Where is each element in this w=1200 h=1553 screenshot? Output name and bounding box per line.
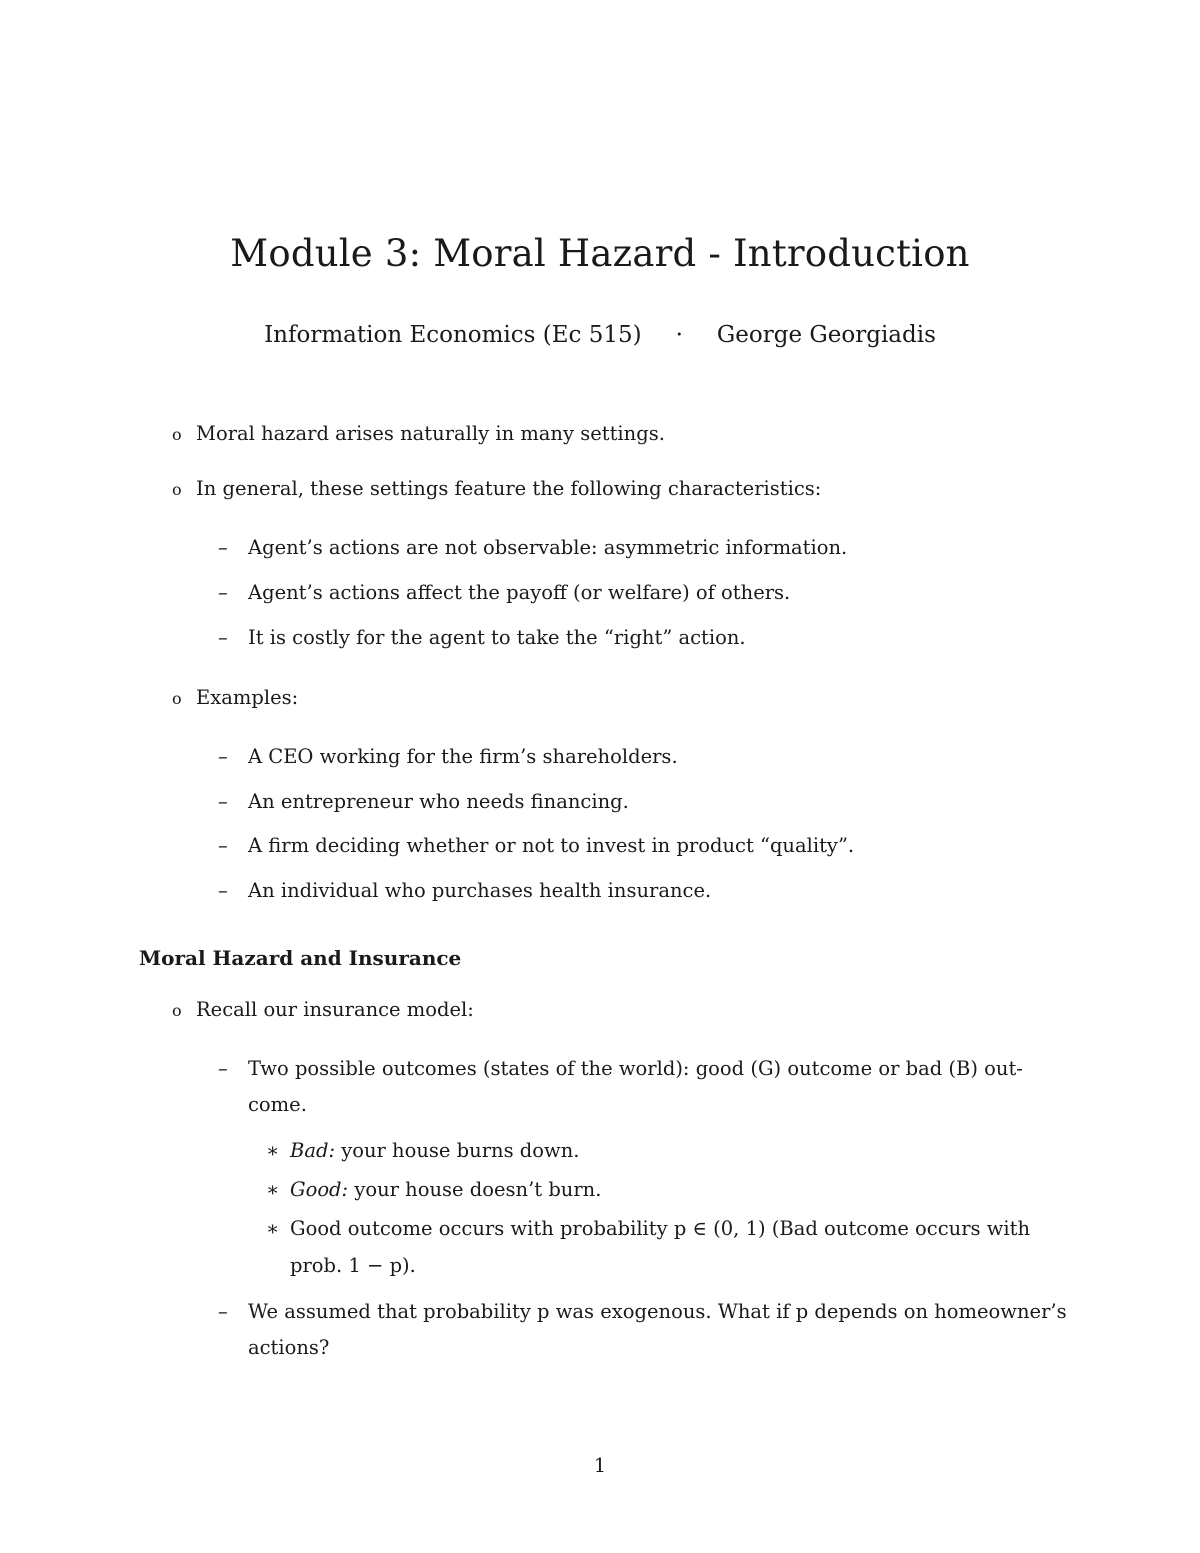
list-item <box>218 1300 1067 1323</box>
dash-marker: – <box>218 1057 228 1080</box>
list-item-continuation: prob. 1 − p). <box>290 1254 416 1277</box>
list-item-text: A CEO working for the firm’s shareholders. <box>248 745 678 768</box>
list-item <box>218 626 746 649</box>
list-item <box>266 1178 601 1201</box>
list-item-text: Examples: <box>196 686 299 709</box>
list-item-text: Agent’s actions affect the payoff (or welfare) of others. <box>248 581 791 604</box>
dash-marker: – <box>218 879 228 902</box>
dash-marker: – <box>218 536 228 559</box>
page-number: 1 <box>593 1454 607 1477</box>
list-item-text: It is costly for the agent to take the “right” action. <box>248 626 746 649</box>
list-item-text: Good outcome occurs with probability p ∈ (0, 1) (Bad outcome occurs with <box>290 1217 1031 1240</box>
dash-marker: – <box>218 834 228 857</box>
list-item <box>218 581 790 604</box>
list-item-text: An individual who purchases health insurance. <box>248 879 712 902</box>
list-item-text: Two possible outcomes (states of the world): good (G) outcome or bad (B) out- <box>248 1057 1023 1080</box>
list-item-continuation: actions? <box>248 1336 330 1359</box>
list-item <box>266 1139 579 1162</box>
bullet-marker: o <box>172 1001 182 1020</box>
list-item-text: An entrepreneur who needs financing. <box>248 790 629 813</box>
list-item <box>218 834 854 857</box>
list-item <box>172 477 821 500</box>
list-item-text: Agent’s actions are not observable: asymmetric information. <box>248 536 848 559</box>
list-item-text: A firm deciding whether or not to invest in product “quality”. <box>248 834 855 857</box>
list-item-text: Recall our insurance model: <box>196 998 474 1021</box>
list-item <box>218 1057 1023 1080</box>
list-item <box>218 745 678 768</box>
list-item-text: your house doesn’t burn. <box>348 1178 602 1201</box>
star-marker: ∗ <box>266 1139 280 1162</box>
list-item-continuation: come. <box>248 1093 307 1116</box>
star-marker: ∗ <box>266 1217 280 1240</box>
dash-marker: – <box>218 626 228 649</box>
course-name: Information Economics (Ec 515) <box>264 322 642 348</box>
list-item-text: In general, these settings feature the following characteristics: <box>196 477 822 500</box>
bullet-marker: o <box>172 689 182 708</box>
list-item <box>172 686 298 709</box>
author-name: George Georgiadis <box>716 322 936 348</box>
list-item <box>172 422 665 445</box>
dash-marker: – <box>218 1300 228 1323</box>
list-item-text: Moral hazard arises naturally in many settings. <box>196 422 665 445</box>
list-item <box>218 790 629 813</box>
list-item <box>172 998 474 1021</box>
good-label: Good: <box>290 1178 349 1201</box>
list-item <box>218 536 847 559</box>
page-subtitle <box>0 322 1200 348</box>
subtitle-separator: · <box>675 322 683 348</box>
list-item <box>218 879 711 902</box>
section-heading: Moral Hazard and Insurance <box>139 946 462 970</box>
dash-marker: – <box>218 581 228 604</box>
list-item <box>266 1217 1030 1240</box>
bullet-marker: o <box>172 425 182 444</box>
page-title: Module 3: Moral Hazard - Introduction <box>230 232 970 275</box>
list-item-text: We assumed that probability p was exogenous. What if p depends on homeowner’s <box>248 1300 1067 1323</box>
list-item-text: your house burns down. <box>335 1139 580 1162</box>
dash-marker: – <box>218 745 228 768</box>
bullet-marker: o <box>172 480 182 499</box>
bad-label: Bad: <box>290 1139 336 1162</box>
dash-marker: – <box>218 790 228 813</box>
star-marker: ∗ <box>266 1178 280 1201</box>
